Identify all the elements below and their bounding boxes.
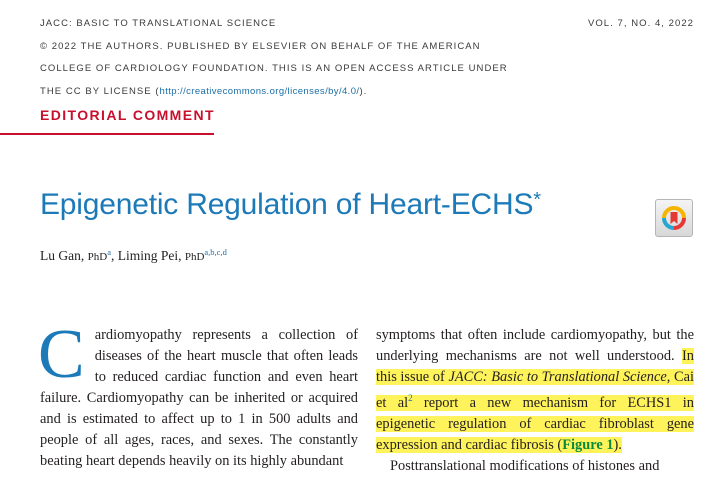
title-text: Epigenetic Regulation of Heart-ECHS <box>40 188 534 221</box>
journal-name: JACC: BASIC TO TRANSLATIONAL SCIENCE <box>40 18 277 29</box>
highlight-text: ). <box>613 437 622 453</box>
journal-reference: JACC: Basic to Translational Science <box>448 369 667 385</box>
article-metadata <box>40 13 508 103</box>
author-degree: PhD <box>87 251 108 263</box>
article-title <box>40 188 541 222</box>
citation-link[interactable]: 2 <box>408 393 413 403</box>
author-affiliation[interactable]: a <box>107 247 111 257</box>
paragraph-text: ardiomyopathy represents a collection of diseases of the heart muscle that often leads to reduced cardiac function and even heart failure. Cardiomyopathy can be inherited or acquired and is estimated to affect up to 1 in 500 adults and people of all ages, races, and sexes. The constantly beating heart depends heavily on its highly abundant <box>40 327 358 469</box>
check-for-updates-icon <box>660 204 688 232</box>
figure-link[interactable]: Figure 1 <box>562 437 614 453</box>
author-list <box>40 247 227 264</box>
author-degree: PhD <box>184 251 205 263</box>
copyright-line-2: COLLEGE OF CARDIOLOGY FOUNDATION. THIS IS AN OPEN ACCESS ARTICLE UNDER <box>40 63 508 74</box>
body-column-left <box>38 316 358 472</box>
author-separator: , <box>110 248 118 263</box>
license-line <box>40 81 508 104</box>
license-suffix: ). <box>359 85 368 97</box>
author-name: Lu Gan, <box>40 248 88 263</box>
body-column-right <box>376 325 694 477</box>
highlight-text: , Cai et al <box>376 369 694 411</box>
section-divider <box>0 133 214 135</box>
paragraph-text: Posttranslational modifications of histones and <box>390 458 660 474</box>
check-for-updates-badge[interactable] <box>655 199 693 237</box>
drop-cap: C <box>38 316 85 393</box>
highlight-text: report a new mechanism for ECHS1 in epigenetic regulation of cardiac fibroblast gene expression and cardiac fibrosis ( <box>376 395 694 453</box>
copyright-line-1: © 2022 THE AUTHORS. PUBLISHED BY ELSEVIER ON BEHALF OF THE AMERICAN <box>40 40 481 52</box>
title-footnote-mark[interactable]: * <box>533 189 541 211</box>
author-name: Liming Pei, <box>117 248 185 263</box>
author-affiliation[interactable]: a,b,c,d <box>204 247 227 257</box>
paragraph-text: symptoms that often include cardiomyopathy, but the underlying mechanisms are not well understood. <box>376 327 694 364</box>
license-link[interactable]: http://creativecommons.org/licenses/by/4.0/ <box>159 85 360 97</box>
volume-info: VOL. 7, NO. 4, 2022 <box>587 18 694 29</box>
license-prefix: THE CC BY LICENSE ( <box>40 85 160 97</box>
highlight-text: In this issue of <box>376 348 694 385</box>
section-label: EDITORIAL COMMENT <box>40 107 215 123</box>
